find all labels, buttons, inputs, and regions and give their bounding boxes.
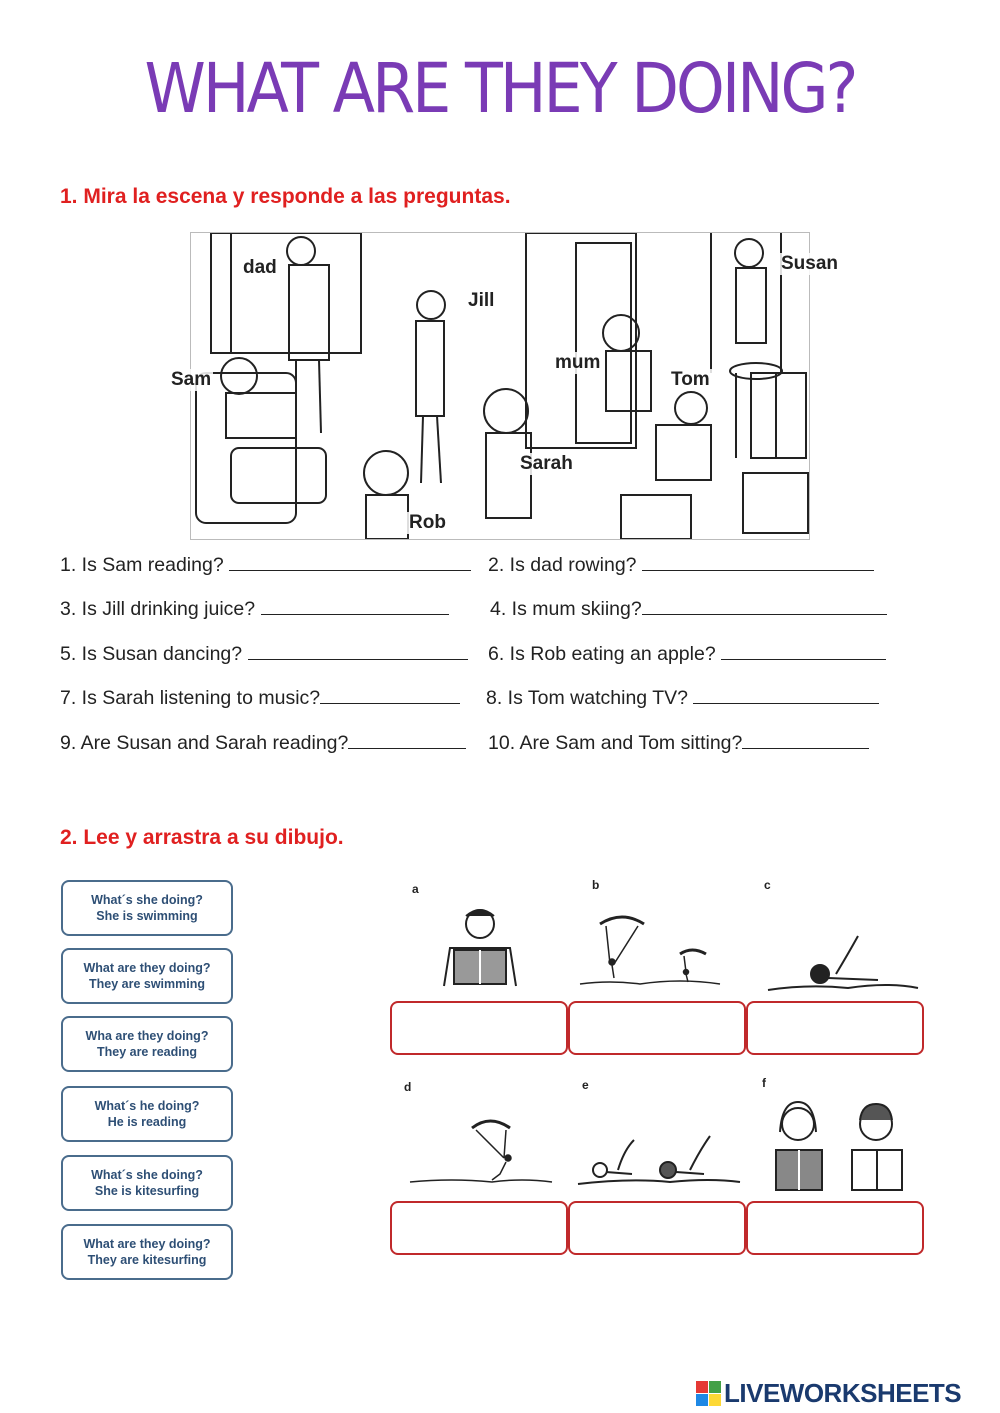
card-question: What are they doing? — [83, 961, 211, 975]
question-9: 9. Are Susan and Sarah reading? — [60, 732, 349, 754]
answer-10-input[interactable] — [742, 732, 869, 749]
card-answer: They are reading — [96, 1045, 198, 1059]
card-answer: She is kitesurfing — [94, 1184, 200, 1198]
page-title: WHAT ARE THEY DOING? — [144, 48, 856, 129]
answer-9-input[interactable] — [348, 732, 466, 749]
question-4: 4. Is mum skiing? — [490, 598, 642, 620]
label-rob: Rob — [409, 512, 446, 533]
answer-3-input[interactable] — [261, 598, 449, 615]
answer-8-input[interactable] — [693, 687, 879, 704]
card-question: What´s she doing? — [91, 1168, 203, 1182]
picture-f — [748, 1074, 924, 1200]
answer-1-input[interactable] — [229, 554, 471, 571]
card-answer: She is swimming — [96, 909, 198, 923]
drop-zone-f[interactable] — [746, 1201, 924, 1255]
answer-2-input[interactable] — [642, 554, 874, 571]
question-2: 2. Is dad rowing? — [488, 554, 637, 576]
liveworksheets-logo-icon — [696, 1381, 722, 1407]
picture-letter: c — [764, 878, 771, 892]
label-sarah: Sarah — [520, 453, 573, 474]
picture-c — [748, 874, 924, 1000]
drag-card-6[interactable] — [61, 1224, 233, 1280]
girl-swimming-drawing — [748, 874, 924, 1000]
label-dad: dad — [243, 257, 277, 278]
picture-e — [570, 1074, 746, 1200]
drop-zone-c[interactable] — [746, 1001, 924, 1055]
question-8: 8. Is Tom watching TV? — [486, 687, 688, 709]
girl-kitesurfing-drawing — [392, 1074, 568, 1200]
answer-6-input[interactable] — [721, 643, 886, 660]
drop-zone-d[interactable] — [390, 1201, 568, 1255]
card-question: Wha are they doing? — [85, 1029, 209, 1043]
label-tom: Tom — [671, 369, 710, 390]
label-mum: mum — [555, 352, 601, 373]
card-answer: They are kitesurfing — [87, 1253, 207, 1267]
family-scene-illustration — [171, 232, 839, 540]
card-answer: They are swimming — [88, 977, 205, 991]
label-susan: Susan — [781, 253, 839, 274]
card-question: What are they doing? — [83, 1237, 211, 1251]
liveworksheets-logo — [696, 1378, 961, 1409]
section-2-heading: 2. Lee y arrastra a su dibujo. — [60, 826, 344, 849]
question-10: 10. Are Sam and Tom sitting? — [488, 732, 743, 754]
drag-card-1[interactable] — [61, 880, 233, 936]
drop-zone-e[interactable] — [568, 1201, 746, 1255]
picture-d — [392, 1074, 568, 1200]
drag-card-3[interactable] — [61, 1016, 233, 1072]
question-5: 5. Is Susan dancing? — [60, 643, 243, 665]
picture-letter: e — [582, 1078, 589, 1092]
picture-a — [392, 874, 568, 1000]
drop-zone-b[interactable] — [568, 1001, 746, 1055]
drop-zone-a[interactable] — [390, 1001, 568, 1055]
picture-letter: f — [762, 1076, 766, 1090]
girls-reading-drawing — [748, 1074, 924, 1200]
label-jill: Jill — [468, 290, 495, 311]
scene-drawing — [191, 233, 809, 539]
drag-card-5[interactable] — [61, 1155, 233, 1211]
kitesurfers-drawing — [570, 874, 746, 1000]
question-3: 3. Is Jill drinking juice? — [60, 598, 256, 620]
picture-letter: b — [592, 878, 600, 892]
kids-swimming-drawing — [570, 1074, 746, 1200]
drag-card-4[interactable] — [61, 1086, 233, 1142]
question-7: 7. Is Sarah listening to music? — [60, 687, 321, 709]
drag-card-2[interactable] — [61, 948, 233, 1004]
label-sam: Sam — [171, 369, 212, 390]
question-1: 1. Is Sam reading? — [60, 554, 224, 576]
card-question: What´s she doing? — [91, 893, 203, 907]
card-question: What´s he doing? — [94, 1099, 200, 1113]
picture-b — [570, 874, 746, 1000]
answer-7-input[interactable] — [320, 687, 460, 704]
question-6: 6. Is Rob eating an apple? — [488, 643, 716, 665]
liveworksheets-logo-text: LIVEWORKSHEETS — [724, 1378, 962, 1408]
picture-letter: a — [412, 882, 419, 896]
answer-4-input[interactable] — [642, 598, 887, 615]
section-1-heading: 1. Mira la escena y responde a las preguntas. — [60, 185, 511, 208]
card-answer: He is reading — [107, 1115, 187, 1129]
picture-letter: d — [404, 1080, 412, 1094]
answer-5-input[interactable] — [248, 643, 468, 660]
